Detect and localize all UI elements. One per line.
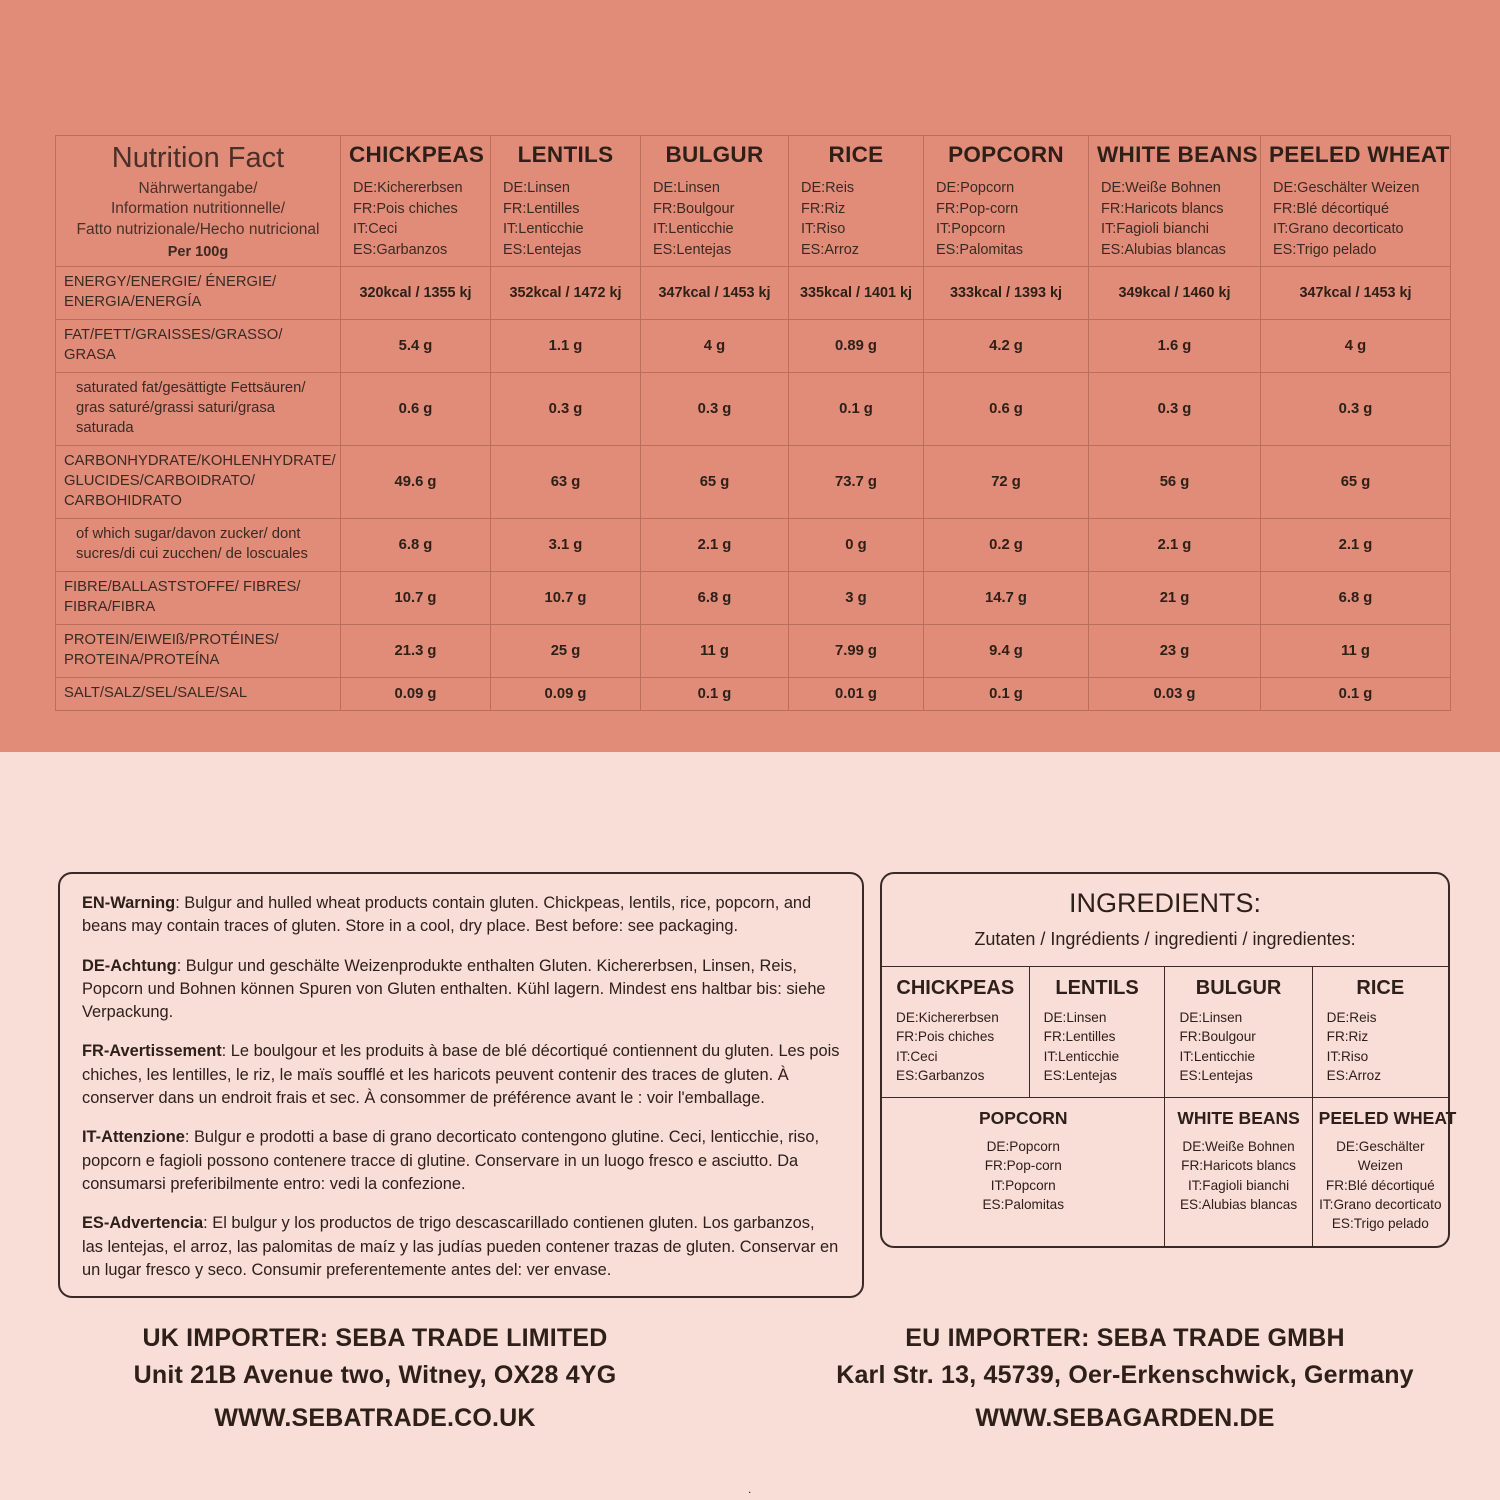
row-label-salt: SALT/SALZ/SEL/SALE/SAL (56, 677, 341, 710)
ingredient-lentils (1029, 967, 1165, 1098)
ingredient-lang-fr: FR:Pois chiches (896, 1029, 995, 1045)
cell-fibre-bulgur: 6.8 g (641, 571, 789, 624)
cell-fat-lentils: 1.1 g (491, 320, 641, 373)
ingredients-row-1 (882, 967, 1448, 1098)
ingredient-lang-fr: FR:Blé décortiqué (1325, 1177, 1435, 1193)
warnings-panel (58, 872, 864, 1298)
ingredient-chickpeas (882, 967, 1029, 1098)
product-name: CHICKPEAS (349, 142, 485, 168)
cell-fibre-peeled-wheat: 6.8 g (1261, 571, 1451, 624)
nutrition-subtitle-de: Nährwertangabe/ (138, 180, 258, 197)
product-header-popcorn (924, 136, 1089, 267)
product-lang-fr: FR:Riz (801, 200, 846, 217)
ingredient-lang-de: DE:Popcorn (986, 1139, 1060, 1155)
product-header-lentils (491, 136, 641, 267)
cell-carb-rice: 73.7 g (789, 446, 924, 519)
cell-fat-peeled-wheat: 4 g (1261, 320, 1451, 373)
cell-satfat-bulgur: 0.3 g (641, 373, 789, 446)
ingredient-lang-es: ES:Palomitas (982, 1197, 1065, 1213)
nutrition-per-serving: Per 100g (167, 244, 229, 261)
product-lang-it: IT:Lenticchie (503, 221, 584, 238)
product-lang-de: DE:Popcorn (936, 180, 1015, 197)
product-lang-fr: FR:Blé décortiqué (1273, 200, 1390, 217)
product-lang-es: ES:Palomitas (936, 241, 1024, 258)
cell-fibre-popcorn: 14.7 g (924, 571, 1089, 624)
ingredient-bulgur (1165, 967, 1312, 1098)
ingredient-name: CHICKPEAS (896, 977, 1015, 999)
cell-satfat-white-beans: 0.3 g (1089, 373, 1261, 446)
cell-sugar-bulgur: 2.1 g (641, 519, 789, 572)
product-lang-fr: FR:Haricots blancs (1101, 200, 1224, 217)
ingredient-lang-de: DE:Reis (1326, 1010, 1377, 1025)
product-lang-es: ES:Garbanzos (353, 241, 448, 258)
nutrition-subtitle-itres: Fatto nutrizionale/Hecho nutricional (76, 220, 320, 238)
cell-energy-rice: 335kcal / 1401 kj (789, 267, 924, 320)
ingredients-subtitle: Zutaten / Ingrédients / ingredienti / ingredientes: (974, 929, 1356, 949)
ingredient-popcorn (882, 1098, 1165, 1246)
cell-salt-popcorn: 0.1 g (924, 677, 1089, 710)
product-lang-de: DE:Reis (801, 180, 855, 197)
cell-satfat-peeled-wheat: 0.3 g (1261, 373, 1451, 446)
product-lang-it: IT:Fagioli bianchi (1101, 221, 1209, 238)
eu-importer-name: EU IMPORTER: SEBA TRADE GMBH (905, 1324, 1345, 1352)
ingredient-lang-de: DE:Linsen (1179, 1010, 1243, 1025)
ingredients-table (882, 966, 1457, 1246)
cell-protein-lentils: 25 g (491, 624, 641, 677)
cell-carb-chickpeas: 49.6 g (341, 446, 491, 519)
product-header-bulgur (641, 136, 789, 267)
ingredient-lang-fr: FR:Haricots blancs (1181, 1158, 1296, 1174)
product-name: WHITE BEANS (1097, 142, 1258, 168)
cell-energy-bulgur: 347kcal / 1453 kj (641, 267, 789, 320)
cell-carb-white-beans: 56 g (1089, 446, 1261, 519)
ingredient-lang-it: IT:Grano decorticato (1319, 1197, 1442, 1213)
uk-importer-name: UK IMPORTER: SEBA TRADE LIMITED (142, 1324, 608, 1352)
ingredient-lang-fr: FR:Boulgour (1179, 1029, 1256, 1045)
table-row (56, 446, 1451, 519)
warning-it (82, 1126, 840, 1196)
warning-de-lead: DE-Achtung (82, 956, 177, 975)
ingredient-white-beans (1165, 1098, 1312, 1246)
nutrition-subtitle-fr: Information nutritionnelle/ (110, 200, 286, 218)
cell-sugar-rice: 0 g (789, 519, 924, 572)
ingredient-lang-de: DE:Weiße Bohnen (1182, 1139, 1295, 1155)
cell-energy-lentils: 352kcal / 1472 kj (491, 267, 641, 320)
warning-fr-lead: FR-Avertissement (82, 1042, 222, 1061)
cell-salt-lentils: 0.09 g (491, 677, 641, 710)
ingredient-lang-de: DE:Kichererbsen (896, 1010, 999, 1025)
table-row (56, 624, 1451, 677)
cell-energy-peeled-wheat: 347kcal / 1453 kj (1261, 267, 1451, 320)
cell-sugar-lentils: 3.1 g (491, 519, 641, 572)
product-lang-de: DE:Geschälter Weizen (1273, 180, 1420, 197)
ingredient-lang-es: ES:Alubias blancas (1179, 1197, 1298, 1213)
ingredient-lang-de: DE:Linsen (1043, 1010, 1107, 1025)
nutrition-title: Nutrition Fact (111, 142, 285, 174)
table-row (56, 571, 1451, 624)
nutrition-title-cell (56, 136, 341, 267)
ingredient-lang-es: ES:Arroz (1326, 1067, 1382, 1083)
ingredient-rice (1312, 967, 1448, 1098)
cell-salt-rice: 0.01 g (789, 677, 924, 710)
cell-energy-white-beans: 349kcal / 1460 kj (1089, 267, 1261, 320)
product-name: BULGUR (665, 142, 764, 168)
product-name: PEELED WHEAT (1269, 142, 1450, 168)
importer-info (0, 1320, 1500, 1437)
ingredient-lang-es: ES:Garbanzos (896, 1067, 985, 1083)
ingredient-lang-it: IT:Popcorn (990, 1177, 1056, 1193)
warning-it-lead: IT-Attenzione (82, 1128, 185, 1147)
product-lang-de: DE:Kichererbsen (353, 180, 463, 197)
ingredient-lang-fr: FR:Lentilles (1043, 1029, 1116, 1045)
product-header-white-beans (1089, 136, 1261, 267)
product-lang-de: DE:Linsen (653, 180, 720, 197)
row-label-energy: ENERGY/ENERGIE/ ÉNERGIE/ ENERGIA/ENERGÍA (56, 267, 341, 320)
ingredient-name: POPCORN (979, 1108, 1068, 1129)
eu-importer-address: Karl Str. 13, 45739, Oer-Erkenschwick, Germany (836, 1361, 1414, 1389)
ingredient-lang-es: ES:Trigo pelado (1331, 1216, 1429, 1232)
row-label-saturated-fat: saturated fat/gesättigte Fettsäuren/ gras saturé/grassi saturi/grasa saturada (56, 373, 341, 446)
product-lang-es: ES:Trigo pelado (1273, 241, 1377, 258)
ingredient-name: BULGUR (1195, 977, 1282, 999)
cell-satfat-popcorn: 0.6 g (924, 373, 1089, 446)
cell-protein-popcorn: 9.4 g (924, 624, 1089, 677)
cell-satfat-chickpeas: 0.6 g (341, 373, 491, 446)
product-name: LENTILS (517, 142, 614, 168)
ingredient-name: WHITE BEANS (1177, 1108, 1300, 1129)
cell-fibre-white-beans: 21 g (1089, 571, 1261, 624)
ingredient-lang-fr: FR:Riz (1326, 1029, 1369, 1045)
row-label-fibre: FIBRE/BALLASTSTOFFE/ FIBRES/ FIBRA/FIBRA (56, 571, 341, 624)
cell-sugar-peeled-wheat: 2.1 g (1261, 519, 1451, 572)
cell-sugar-popcorn: 0.2 g (924, 519, 1089, 572)
product-name: RICE (828, 142, 884, 168)
ingredient-lang-it: IT:Riso (1326, 1048, 1369, 1064)
product-lang-es: ES:Alubias blancas (1101, 241, 1226, 258)
row-label-sugar: of which sugar/davon zucker/ dont sucres/di cui zucchen/ de loscuales (56, 519, 341, 572)
product-lang-de: DE:Weiße Bohnen (1101, 180, 1221, 197)
product-lang-it: IT:Popcorn (936, 221, 1006, 238)
ingredient-peeled-wheat (1312, 1098, 1457, 1246)
ingredients-title: INGREDIENTS: (1068, 888, 1262, 918)
ingredient-lang-es: ES:Lentejas (1043, 1067, 1117, 1083)
warning-es-lead: ES-Advertencia (82, 1214, 204, 1233)
table-row (56, 677, 1451, 710)
warning-en (82, 892, 840, 939)
eu-importer-url[interactable]: WWW.SEBAGARDEN.DE (975, 1404, 1275, 1432)
table-row (56, 373, 1451, 446)
cell-sugar-white-beans: 2.1 g (1089, 519, 1261, 572)
cell-fat-rice: 0.89 g (789, 320, 924, 373)
warning-es (82, 1212, 840, 1282)
warning-en-lead: EN-Warning (82, 894, 176, 912)
uk-importer-url[interactable]: WWW.SEBATRADE.CO.UK (214, 1404, 536, 1432)
warning-es-text: : El bulgur y los productos de trigo descascarillado contienen gluten. Los garbanzos, las lentejas, el arroz, las palomitas de maíz y las judías pueden contener trazas de gluten. Conservar en un lugar fresco y seco. Consumir preferentemente antes del: ver envase. (82, 1214, 839, 1279)
row-label-carbohydrate: CARBONHYDRATE/KOHLENHYDRATE/ GLUCIDES/CARBOIDRATO/ CARBOHIDRATO (56, 446, 341, 519)
table-row (56, 519, 1451, 572)
product-header-chickpeas (341, 136, 491, 267)
product-lang-de: DE:Linsen (503, 180, 570, 197)
cell-protein-rice: 7.99 g (789, 624, 924, 677)
warning-de-text: : Bulgur und geschälte Weizenprodukte enthalten Gluten. Kichererbsen, Linsen, Reis, Popcorn und Bohnen können Spuren von Gluten enthalten. Kühl lagern. Mindest ens haltbar bis: siehe Verpackung. (82, 956, 826, 1022)
warning-it-text: : Bulgur e prodotti a base di grano decorticato contengono glutine. Ceci, lenticchie, riso, popcorn e fagioli possono contenere tracce di glutine. Conservare in un luogo fresco e asciutto. Da consumarsi preferibilmente entro: vedi la confezione. (82, 1128, 820, 1193)
ingredient-lang-it: IT:Lenticchie (1179, 1048, 1256, 1064)
nutrition-facts-table (55, 135, 1451, 711)
cell-carb-lentils: 63 g (491, 446, 641, 519)
ingredient-name: PEELED WHEAT (1318, 1108, 1457, 1129)
cell-fat-chickpeas: 5.4 g (341, 320, 491, 373)
warning-fr (82, 1040, 840, 1110)
cell-salt-chickpeas: 0.09 g (341, 677, 491, 710)
cell-carb-peeled-wheat: 65 g (1261, 446, 1451, 519)
product-lang-fr: FR:Pop-corn (936, 200, 1019, 217)
product-lang-it: IT:Grano decorticato (1273, 221, 1404, 238)
ingredients-row-2 (882, 1098, 1448, 1246)
product-lang-it: IT:Riso (801, 221, 846, 238)
product-header-peeled-wheat (1261, 136, 1451, 267)
ingredient-lang-es: ES:Lentejas (1179, 1067, 1253, 1083)
ingredient-lang-it: IT:Fagioli bianchi (1187, 1177, 1290, 1193)
product-name: POPCORN (948, 142, 1064, 168)
product-lang-it: IT:Lenticchie (653, 221, 734, 238)
row-label-protein: PROTEIN/EIWEIß/PROTÉINES/ PROTEINA/PROTEÍNA (56, 624, 341, 677)
cell-protein-bulgur: 11 g (641, 624, 789, 677)
ingredient-name: LENTILS (1055, 977, 1139, 999)
table-row (56, 320, 1451, 373)
cell-satfat-lentils: 0.3 g (491, 373, 641, 446)
cell-sugar-chickpeas: 6.8 g (341, 519, 491, 572)
cell-energy-popcorn: 333kcal / 1393 kj (924, 267, 1089, 320)
product-lang-es: ES:Lentejas (503, 241, 582, 258)
ingredients-panel (880, 872, 1457, 1248)
table-row (56, 267, 1451, 320)
product-lang-fr: FR:Pois chiches (353, 200, 458, 217)
cell-fibre-rice: 3 g (789, 571, 924, 624)
cell-salt-peeled-wheat: 0.1 g (1261, 677, 1451, 710)
product-header-rice (789, 136, 924, 267)
cell-fibre-lentils: 10.7 g (491, 571, 641, 624)
warning-fr-text: : Le boulgour et les produits à base de blé décortiqué contiennent du gluten. Les pois chiches, les lentilles, le riz, le maïs soufflé et les haricots peuvent contenir des traces de gluten. À conserver dans un endroit frais et sec. À consommer de préférence avant le : voir l'emballage. (82, 1042, 840, 1108)
nutrition-header-row (56, 136, 1451, 267)
cell-fat-popcorn: 4.2 g (924, 320, 1089, 373)
cell-protein-peeled-wheat: 11 g (1261, 624, 1451, 677)
ingredient-lang-de: DE:Geschälter Weizen (1336, 1139, 1425, 1174)
product-lang-es: ES:Lentejas (653, 241, 732, 258)
cell-energy-chickpeas: 320kcal / 1355 kj (341, 267, 491, 320)
eu-importer-block (750, 1320, 1500, 1437)
product-lang-it: IT:Ceci (353, 221, 398, 238)
cell-satfat-rice: 0.1 g (789, 373, 924, 446)
row-label-fat: FAT/FETT/GRAISSES/GRASSO/ GRASA (56, 320, 341, 373)
cell-carb-popcorn: 72 g (924, 446, 1089, 519)
cell-fibre-chickpeas: 10.7 g (341, 571, 491, 624)
warning-en-text: : Bulgur and hulled wheat products contain gluten. Chickpeas, lentils, rice, popcorn, and beans may contain traces of gluten. Store in a cool, dry place. Best before: see packaging. (82, 894, 812, 936)
warning-de (82, 955, 840, 1025)
cell-carb-bulgur: 65 g (641, 446, 789, 519)
footer-mark: . (748, 1482, 752, 1496)
uk-importer-block (0, 1320, 750, 1437)
cell-fat-white-beans: 1.6 g (1089, 320, 1261, 373)
cell-salt-white-beans: 0.03 g (1089, 677, 1261, 710)
ingredient-lang-fr: FR:Pop-corn (984, 1158, 1062, 1174)
ingredient-lang-it: IT:Lenticchie (1043, 1048, 1120, 1064)
ingredient-lang-it: IT:Ceci (896, 1048, 938, 1064)
uk-importer-address: Unit 21B Avenue two, Witney, OX28 4YG (133, 1361, 617, 1389)
cell-salt-bulgur: 0.1 g (641, 677, 789, 710)
nutrition-table-container (55, 135, 1450, 711)
ingredient-name: RICE (1356, 977, 1405, 999)
product-lang-fr: FR:Lentilles (503, 200, 580, 217)
cell-protein-white-beans: 23 g (1089, 624, 1261, 677)
cell-fat-bulgur: 4 g (641, 320, 789, 373)
cell-protein-chickpeas: 21.3 g (341, 624, 491, 677)
product-lang-fr: FR:Boulgour (653, 200, 735, 217)
product-lang-es: ES:Arroz (801, 241, 860, 258)
